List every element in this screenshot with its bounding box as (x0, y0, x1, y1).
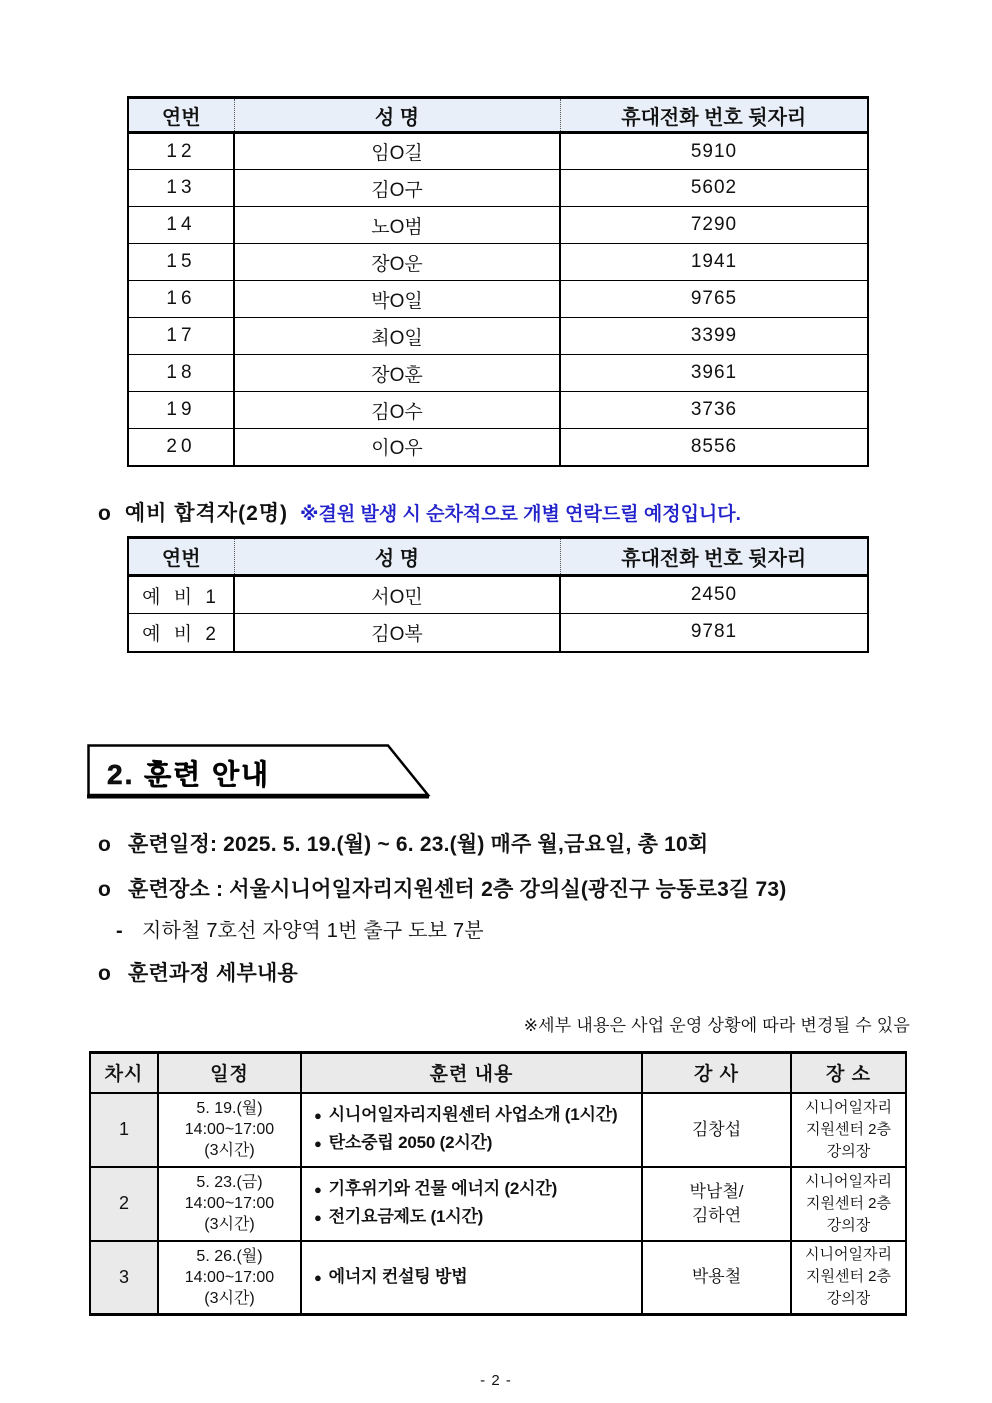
bullet-icon: ● (314, 1269, 322, 1285)
content-item (314, 1133, 635, 1154)
date-cell (158, 1093, 301, 1167)
place-line: 지원센터 2층 (806, 1268, 891, 1286)
instructor-cell (642, 1241, 791, 1315)
column-header-name: 성 명 (234, 98, 560, 133)
place-cell (791, 1093, 906, 1167)
date-line: (3시간) (204, 1216, 255, 1233)
table-row (128, 318, 868, 355)
instructor-line: 박남철/ (689, 1181, 744, 1201)
column-header-content: 훈련 내용 (301, 1053, 642, 1093)
reserve-table (127, 536, 869, 653)
phone-cell: 5910 (560, 133, 868, 170)
name-cell: 김O구 (234, 170, 560, 207)
change-note: ※세부 내용은 사업 운영 상황에 따라 변경될 수 있음 (523, 1016, 910, 1035)
date-line: 14:00~17:00 (184, 1268, 275, 1286)
column-header-place: 장 소 (791, 1053, 906, 1093)
place-line: 강의장 (826, 1216, 871, 1234)
instructor-cell (642, 1093, 791, 1167)
phone-cell: 8556 (560, 429, 868, 466)
reserve-table-container (127, 536, 869, 653)
place-cell (791, 1167, 906, 1241)
column-header-phone: 휴대전화 번호 뒷자리 (560, 98, 868, 133)
serial-cell: 20 (128, 429, 234, 466)
place-line: 시니어일자리 (805, 1246, 892, 1264)
bullet-marker: o (98, 833, 112, 856)
serial-cell: 18 (128, 355, 234, 392)
name-cell: 노O범 (234, 207, 560, 244)
session-number-cell: 3 (90, 1241, 158, 1315)
passers-table-container (127, 96, 869, 467)
date-cell (158, 1167, 301, 1241)
info-list-item (98, 875, 948, 904)
name-cell: 장O훈 (234, 355, 560, 392)
serial-cell: 13 (128, 170, 234, 207)
info-item-text: 훈련장소 : 서울시니어일자리지원센터 2층 강의실(광진구 능동로3길 73) (128, 878, 787, 901)
bullet-icon: ● (314, 1182, 322, 1197)
info-item-text: 훈련일정: 2025. 5. 19.(월) ~ 6. 23.(월) 매주 월,금요일, 총 10회 (128, 833, 709, 856)
section-title: 2. 훈련 안내 (107, 759, 271, 790)
column-header-serial: 연번 (128, 538, 234, 576)
place-line: 지원센터 2층 (806, 1194, 891, 1212)
date-line: 14:00~17:00 (184, 1195, 275, 1212)
info-list-item (98, 959, 948, 988)
place-cell (791, 1241, 906, 1315)
phone-cell: 1941 (560, 244, 868, 281)
info-list-item (98, 830, 948, 859)
table-row (128, 281, 868, 318)
info-list-item (116, 917, 948, 946)
table-header-row (128, 538, 868, 576)
bullet-icon: ● (314, 1108, 322, 1123)
info-item-text: 지하철 7호선 자양역 1번 출구 도보 7분 (142, 920, 484, 942)
serial-cell: 예 비 1 (128, 576, 234, 614)
bullet-icon: ● (314, 1136, 322, 1151)
schedule-row (90, 1241, 906, 1315)
bullet-marker: o (98, 878, 112, 901)
date-line: (3시간) (204, 1289, 255, 1307)
table-row (128, 207, 868, 244)
phone-cell: 2450 (560, 576, 868, 614)
table-row (128, 133, 868, 170)
serial-cell: 19 (128, 392, 234, 429)
date-cell (158, 1241, 301, 1315)
place-line: 지원센터 2층 (806, 1120, 891, 1138)
instructor-line: 김하연 (691, 1205, 742, 1225)
name-cell: 김O수 (234, 392, 560, 429)
schedule-table (89, 1051, 907, 1316)
bullet-marker: o (98, 962, 112, 985)
content-item (314, 1179, 635, 1200)
phone-cell: 3736 (560, 392, 868, 429)
place-line: 강의장 (826, 1142, 871, 1160)
column-header-date: 일정 (158, 1053, 301, 1093)
phone-cell: 9781 (560, 614, 868, 652)
phone-cell: 5602 (560, 170, 868, 207)
serial-cell: 12 (128, 133, 234, 170)
column-header-phone: 휴대전화 번호 뒷자리 (560, 538, 868, 576)
date-line: 5. 19.(월) (196, 1100, 263, 1117)
content-text: 기후위기와 건물 에너지 (2시간) (328, 1179, 558, 1198)
table-row (128, 170, 868, 207)
training-info-list (98, 830, 948, 1004)
column-header-session: 차시 (90, 1053, 158, 1093)
phone-cell: 3399 (560, 318, 868, 355)
name-cell: 김O복 (234, 614, 560, 652)
table-header-row (128, 98, 868, 133)
table-row (128, 576, 868, 614)
column-header-serial: 연번 (128, 98, 234, 133)
content-text: 탄소중립 2050 (2시간) (328, 1133, 493, 1152)
name-cell: 서O민 (234, 576, 560, 614)
place-line: 시니어일자리 (805, 1172, 892, 1190)
content-cell (301, 1093, 642, 1167)
name-cell: 이O우 (234, 429, 560, 466)
name-cell: 임O길 (234, 133, 560, 170)
content-cell (301, 1167, 642, 1241)
instructor-cell (642, 1167, 791, 1241)
bullet-icon: ● (314, 1210, 322, 1225)
table-row (128, 355, 868, 392)
name-cell: 박O일 (234, 281, 560, 318)
date-line: 5. 23.(금) (196, 1174, 263, 1191)
reserve-note: ※결원 발생 시 순차적으로 개별 연락드릴 예정입니다. (300, 504, 741, 525)
info-item-text: 훈련과정 세부내용 (128, 962, 298, 985)
session-number-cell: 1 (90, 1093, 158, 1167)
phone-cell: 7290 (560, 207, 868, 244)
bullet-marker: o (98, 502, 111, 525)
name-cell: 최O일 (234, 318, 560, 355)
table-row (128, 429, 868, 466)
column-header-name: 성 명 (234, 538, 560, 576)
serial-cell: 17 (128, 318, 234, 355)
serial-cell: 예 비 2 (128, 614, 234, 652)
column-header-instructor: 강 사 (642, 1053, 791, 1093)
content-text: 에너지 컨설팅 방법 (328, 1266, 468, 1286)
table-header-row (90, 1053, 906, 1093)
bullet-marker: - (116, 920, 123, 942)
table-row (128, 614, 868, 652)
schedule-table-container (89, 1051, 907, 1316)
page-number: - 2 - (480, 1372, 512, 1389)
table-row (128, 392, 868, 429)
serial-cell: 15 (128, 244, 234, 281)
serial-cell: 16 (128, 281, 234, 318)
session-number-cell: 2 (90, 1167, 158, 1241)
content-item (314, 1105, 635, 1126)
reserve-section-heading (98, 497, 741, 527)
instructor-line: 박용철 (691, 1267, 742, 1287)
date-line: 14:00~17:00 (184, 1121, 275, 1138)
reserve-title: 예비 합격자(2명) (124, 502, 289, 525)
content-item (314, 1207, 635, 1228)
date-line: 5. 26.(월) (196, 1247, 263, 1265)
passers-table (127, 96, 869, 467)
place-line: 시니어일자리 (805, 1098, 892, 1116)
schedule-row (90, 1167, 906, 1241)
table-row (128, 244, 868, 281)
content-text: 전기요금제도 (1시간) (328, 1207, 484, 1226)
content-text: 시니어일자리지원센터 사업소개 (1시간) (328, 1105, 618, 1124)
serial-cell: 14 (128, 207, 234, 244)
section-banner (87, 744, 437, 802)
instructor-line: 김창섭 (691, 1119, 742, 1139)
name-cell: 장O운 (234, 244, 560, 281)
schedule-row (90, 1093, 906, 1167)
content-item (314, 1267, 635, 1288)
content-cell (301, 1241, 642, 1315)
place-line: 강의장 (826, 1290, 871, 1308)
date-line: (3시간) (204, 1142, 255, 1159)
phone-cell: 3961 (560, 355, 868, 392)
phone-cell: 9765 (560, 281, 868, 318)
